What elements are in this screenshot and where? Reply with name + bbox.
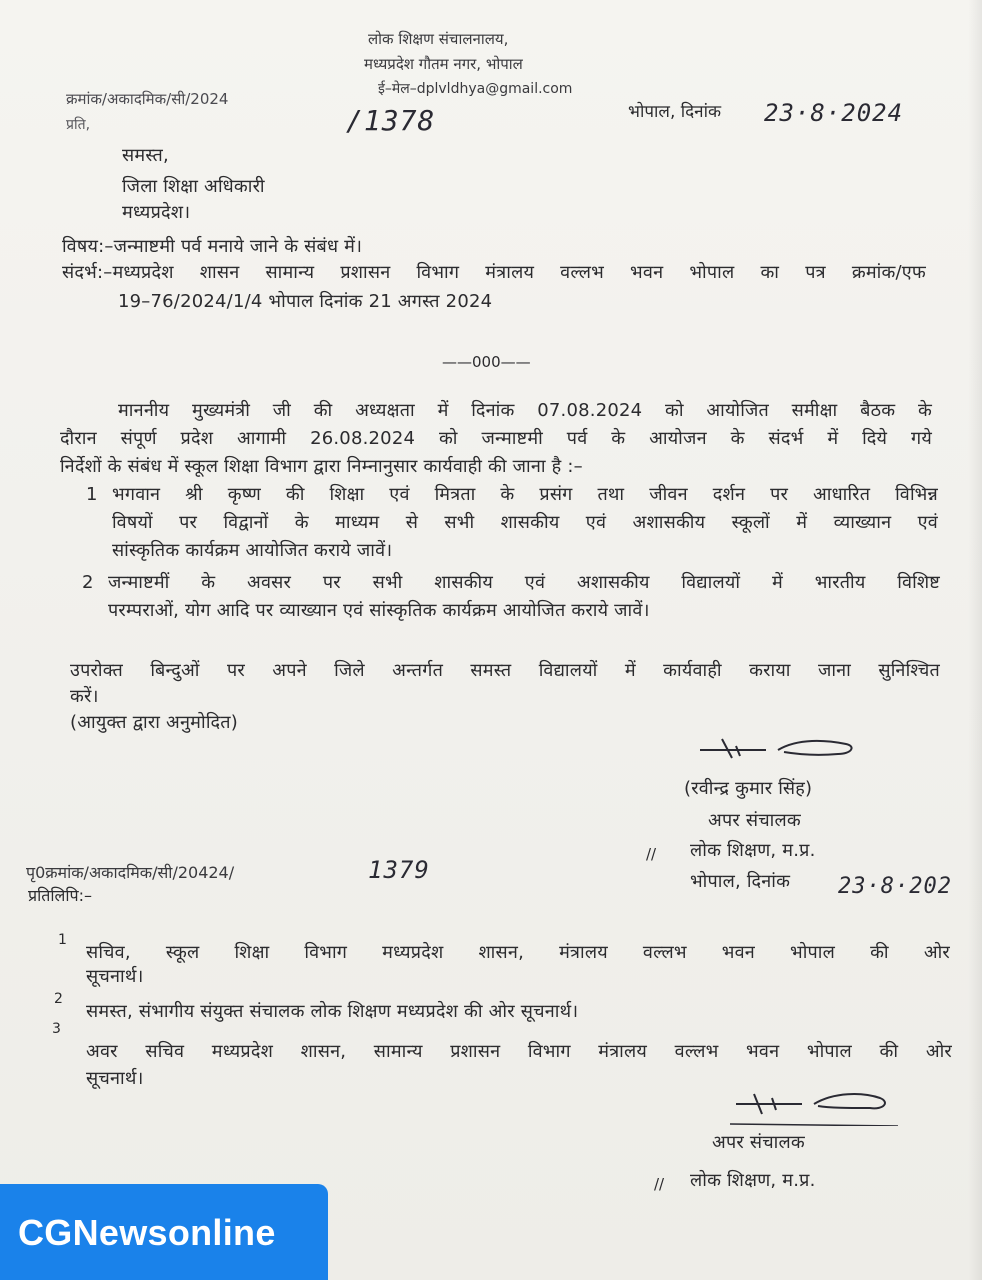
divider-text: ——000—— [442,353,531,371]
copy-item3-line1: अवर सचिव मध्यप्रदेश शासन, सामान्य प्रशासन विभाग मंत्रालय वल्लभ भवन भोपाल की ओर [86,1041,952,1062]
recipient-line1: समस्त, [122,145,169,166]
signatory-name: (रवीन्द्र कुमार सिंह) [684,778,813,799]
place-date-label: भोपाल, दिनांक [628,102,722,122]
point1-line2: विषयों पर विद्वानों के माध्यम से सभी शासकीय एवं अशासकीय स्कूलों में व्याख्यान एवं [112,512,938,533]
recipient-line2: जिला शिक्षा अधिकारी [122,176,265,197]
copy-item-number: 2 [54,991,63,1007]
signature-2 [730,1086,900,1126]
endorsement-number-handwritten: 1379 [368,856,430,884]
letter-number: क्रमांक/अकादमिक/सी/2024 [66,90,229,108]
signatory2-title: अपर संचालक [712,1132,805,1153]
brand-badge [0,1184,328,1280]
subject-line: विषय:–जन्माष्टमी पर्व मनाये जाने के संबंध में। [62,236,363,257]
point-number: 1 [86,484,98,505]
copy-label: प्रतिलिपि:– [28,886,92,905]
letter-number-handwritten: /1378 [346,104,436,137]
closing-line1: उपरोक्त बिन्दुओं पर अपने जिले अन्तर्गत समस्त विद्यालयों में कार्यवाही कराया जाना सुनिश्चित [70,660,940,681]
copy-item3-line2: सूचनार्थ। [86,1068,144,1089]
intro-line1: माननीय मुख्यमंत्री जी की अध्यक्षता में दिनांक 07.08.2024 को आयोजित समीक्षा बैठक के [118,400,932,421]
office-address: मध्यप्रदेश गौतम नगर, भोपाल [364,55,523,73]
signatory-office: लोक शिक्षण, म.प्र. [690,840,816,861]
point1-line3: सांस्कृतिक कार्यक्रम आयोजित कराये जावें। [112,540,393,561]
copy-item-number: 1 [58,932,67,948]
copy-item2-line1: समस्त, संभागीय संयुक्त संचालक लोक शिक्षण मध्यप्रदेश की ओर सूचनार्थ। [86,1001,579,1022]
signatory-date-handwritten: 23·8·202 [838,874,952,899]
intro-line3: निर्देशों के संबंध में स्कूल शिक्षा विभाग द्वारा निम्नानुसार कार्यवाही की जाना है :– [60,456,583,477]
signature-1 [696,734,866,768]
signatory2-office: लोक शिक्षण, म.प्र. [690,1170,816,1191]
office-email: ई–मेल–dplvldhya@gmail.com [378,81,573,97]
approval-note: (आयुक्त द्वारा अनुमोदित) [70,712,238,733]
ditto-mark-2: // [654,1175,665,1193]
signatory-title: अपर संचालक [708,810,801,831]
reference-line2: 19–76/2024/1/4 भोपाल दिनांक 21 अगस्त 2024 [118,291,493,312]
point2-line2: परम्पराओं, योग आदि पर व्याख्यान एवं सांस्कृतिक कार्यक्रम आयोजित कराये जावें। [108,600,650,621]
point2-line1: जन्माष्टमीं के अवसर पर सभी शासकीय एवं अशासकीय विद्यालयों में भारतीय विशिष्ट [108,572,940,593]
prati-label: प्रति, [66,117,91,133]
point1-line1: भगवान श्री कृष्ण की शिक्षा एवं मित्रता के प्रसंग तथा जीवन दर्शन पर आधारित विभिन्न [112,484,938,505]
copy-item1-line2: सूचनार्थ। [86,966,144,987]
ditto-mark: // [646,845,657,863]
reference-line1: संदर्भ:–मध्यप्रदेश शासन सामान्य प्रशासन विभाग मंत्रालय वल्लभ भवन भोपाल का पत्र क्रमांक/एफ [62,262,927,283]
recipient-line3: मध्यप्रदेश। [122,202,191,223]
endorsement-number: पृ0क्रमांक/अकादमिक/सी/20424/ [26,863,235,882]
intro-line2: दौरान संपूर्ण प्रदेश आगामी 26.08.2024 को जन्माष्टमी पर्व के आयोजन के संदर्भ में दिये गये [60,428,932,449]
signatory-place-date: भोपाल, दिनांक [690,871,791,892]
date-handwritten: 23·8·2024 [764,99,904,127]
copy-item-number: 3 [52,1021,61,1037]
brand-text: CGNewsonline [18,1212,276,1253]
office-name: लोक शिक्षण संचालनालय, [368,30,509,48]
closing-line2: करें। [70,686,99,707]
point-number: 2 [82,572,94,593]
copy-item1-line1: सचिव, स्कूल शिक्षा विभाग मध्यप्रदेश शासन, मंत्रालय वल्लभ भवन भोपाल की ओर [86,942,950,963]
